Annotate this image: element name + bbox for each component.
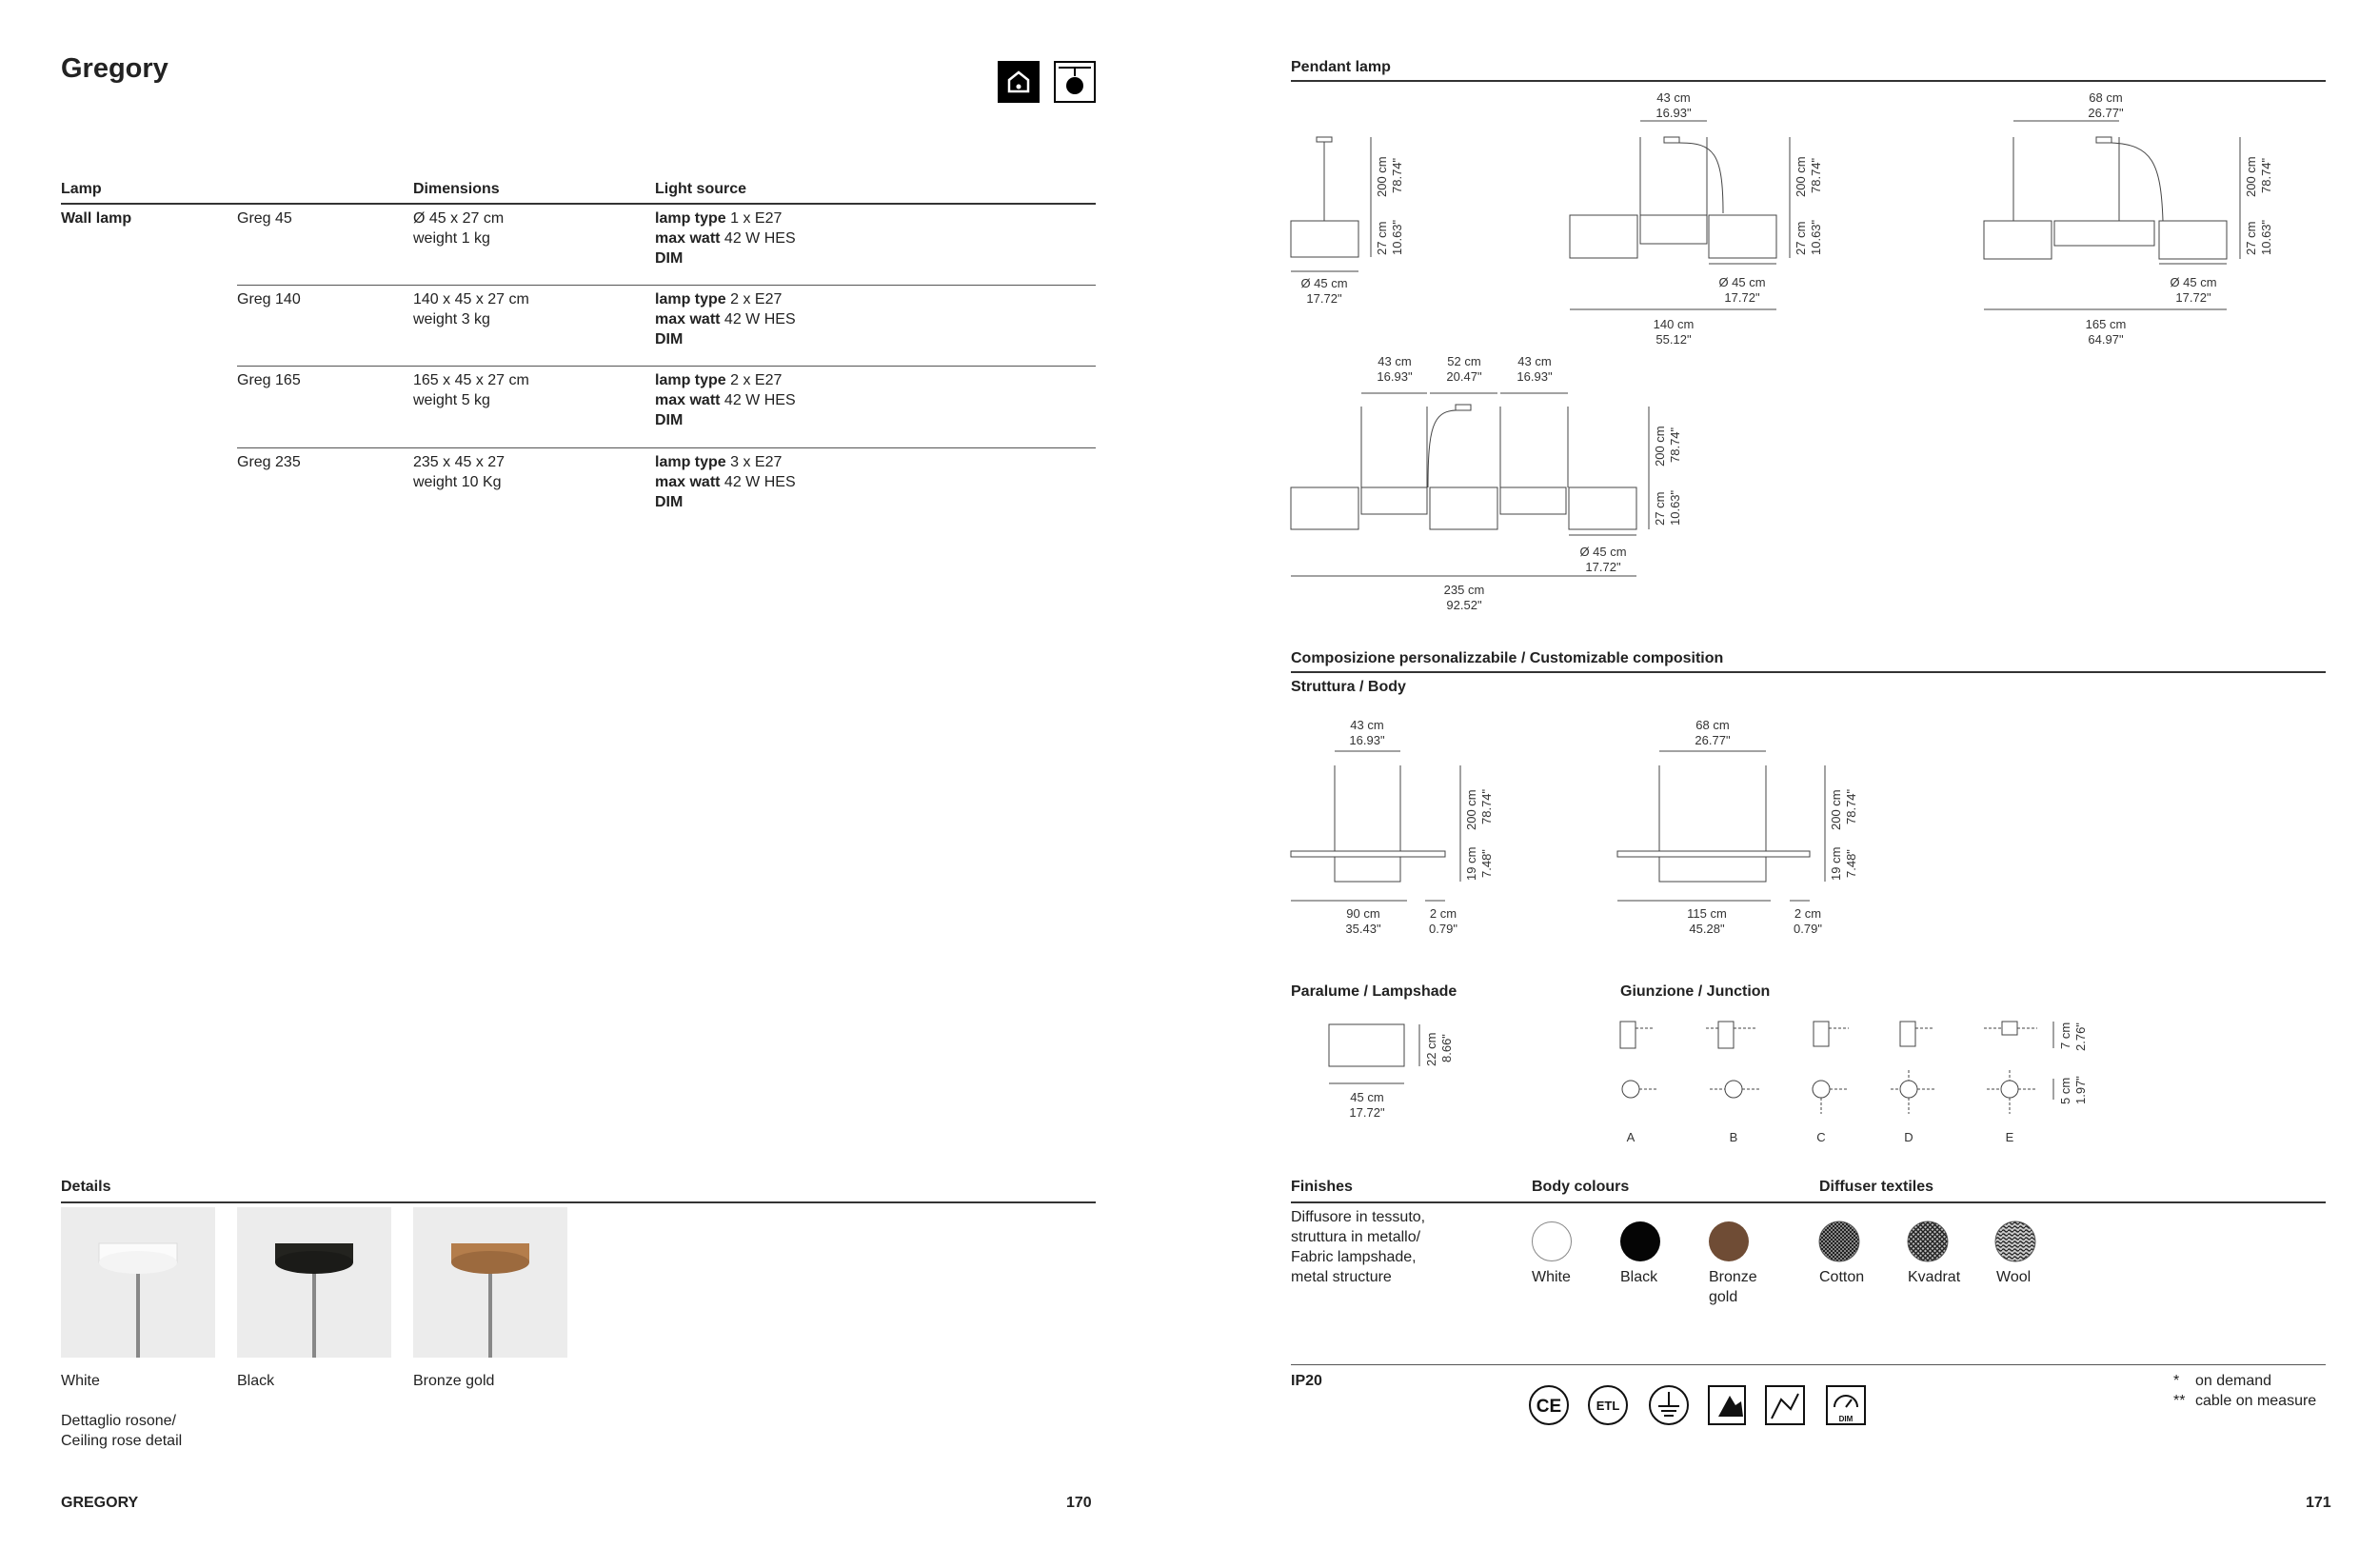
textile-swatch-cotton xyxy=(1819,1221,1859,1261)
heat-flame-icon xyxy=(1709,1386,1745,1424)
max-watt-label: max watt xyxy=(655,230,721,247)
table-row-dim-tag: DIM xyxy=(655,250,684,267)
shade-width-in: 17.72" xyxy=(1349,1105,1385,1120)
junction-height-2: 5 cm xyxy=(2058,1077,2072,1104)
shade-height: 22 cm xyxy=(1424,1032,1438,1066)
lamp-type-value: 2 x E27 xyxy=(730,291,783,308)
page-number-left: 170 xyxy=(1066,1495,1092,1511)
b90-width: 90 cm xyxy=(1346,906,1380,921)
p45-diameter: Ø 45 cm xyxy=(1300,276,1348,290)
table-row-dim-tag: DIM xyxy=(655,412,684,428)
max-watt-label: max watt xyxy=(655,392,721,408)
custom-composition-heading: Composizione personalizzabile / Customizable composition xyxy=(1291,650,1724,666)
header-lamp: Lamp xyxy=(61,181,102,197)
table-row-model: Greg 165 xyxy=(237,372,301,388)
p165-height-1-in: 78.74" xyxy=(2259,157,2273,193)
textile-swatches xyxy=(1814,1218,2042,1265)
table-row-weight: weight 3 kg xyxy=(413,311,490,327)
max-watt-value: 42 W HES xyxy=(724,311,796,327)
p235-height-2: 27 cm xyxy=(1653,491,1667,526)
header-dimensions: Dimensions xyxy=(413,181,500,197)
lamp-type-label: lamp type xyxy=(655,372,726,388)
p165-height-2-in: 10.63" xyxy=(2259,219,2273,255)
junction-heading: Giunzione / Junction xyxy=(1620,983,1771,1000)
b115-end: 2 cm xyxy=(1794,906,1822,921)
dimmable-icon xyxy=(1827,1386,1865,1424)
p235-top-2-in: 20.47" xyxy=(1446,369,1482,384)
pendant-lamp-heading: Pendant lamp xyxy=(1291,59,1391,75)
p235-diameter-in: 17.72" xyxy=(1585,560,1621,574)
table-row-weight: weight 5 kg xyxy=(413,392,490,408)
diffuser-textiles-heading: Diffuser textiles xyxy=(1819,1179,1934,1195)
ip-divider xyxy=(1291,1364,2326,1365)
etl-mark-text: ETL xyxy=(1596,1399,1620,1413)
page-title: Gregory xyxy=(61,53,169,84)
b90-end: 2 cm xyxy=(1429,906,1457,921)
table-row-model: Greg 45 xyxy=(237,210,292,227)
max-watt-label: max watt xyxy=(655,311,721,327)
table-row-dimension: 165 x 45 x 27 cm xyxy=(413,372,529,388)
p140-top: 43 cm xyxy=(1656,90,1691,105)
finishes-desc-line3: Fabric lampshade, xyxy=(1291,1249,1417,1265)
body-colour-swatch-bronze xyxy=(1709,1221,1749,1261)
finishes-desc-line1: Diffusore in tessuto, xyxy=(1291,1209,1426,1225)
lamp-type-value: 1 x E27 xyxy=(730,210,783,227)
b90-height-1-in: 78.74" xyxy=(1479,788,1494,824)
b90-height-1: 200 cm xyxy=(1464,789,1478,830)
p140-height-2-in: 10.63" xyxy=(1809,219,1823,255)
table-row-weight: weight 10 Kg xyxy=(413,474,502,490)
b115-height-1: 200 cm xyxy=(1829,789,1843,830)
lamp-type-label: lamp type xyxy=(655,210,726,227)
junction-letter-d: D xyxy=(1904,1130,1913,1144)
max-watt-value: 42 W HES xyxy=(724,392,796,408)
textile-label-kvadrat: Kvadrat xyxy=(1908,1269,1961,1285)
textile-swatch-wool xyxy=(1995,1221,2035,1261)
p165-height-2: 27 cm xyxy=(2244,221,2258,255)
page-number-right: 171 xyxy=(2306,1495,2331,1511)
header-light-source: Light source xyxy=(655,181,747,197)
max-watt-label: max watt xyxy=(655,474,721,490)
b90-top-in: 16.93" xyxy=(1349,733,1385,747)
note-text-1: on demand xyxy=(2195,1373,2272,1389)
p165-width: 165 cm xyxy=(2085,317,2127,331)
p140-diameter-in: 17.72" xyxy=(1724,290,1760,305)
ground-symbol-icon xyxy=(1650,1386,1688,1424)
junction-height-2-in: 1.97" xyxy=(2073,1076,2088,1104)
b115-end-in: 0.79" xyxy=(1794,922,1822,936)
textile-swatch-kvadrat xyxy=(1908,1221,1948,1261)
b90-width-in: 35.43" xyxy=(1345,922,1381,936)
photo-label-bronze: Bronze gold xyxy=(413,1373,495,1389)
textile-label-cotton: Cotton xyxy=(1819,1269,1865,1285)
body-colour-swatch-black xyxy=(1620,1221,1660,1261)
junction-height-1-in: 2.76" xyxy=(2073,1022,2088,1051)
p140-top-in: 16.93" xyxy=(1655,106,1692,120)
p165-diameter: Ø 45 cm xyxy=(2170,275,2217,289)
table-row-model: Greg 140 xyxy=(237,291,301,308)
ip-rating: IP20 xyxy=(1291,1373,1322,1389)
junction-letter-b: B xyxy=(1729,1130,1738,1144)
junction-letter-c: C xyxy=(1816,1130,1826,1144)
b115-top-in: 26.77" xyxy=(1695,733,1731,747)
body-colour-label-white: White xyxy=(1532,1269,1571,1285)
note-text-2: cable on measure xyxy=(2195,1393,2317,1409)
max-watt-value: 42 W HES xyxy=(724,230,796,247)
lamp-type-value: 2 x E27 xyxy=(730,372,783,388)
table-row-dim-tag: DIM xyxy=(655,331,684,347)
p235-width: 235 cm xyxy=(1443,583,1485,597)
finishes-heading: Finishes xyxy=(1291,1179,1353,1195)
body-heading: Struttura / Body xyxy=(1291,679,1406,695)
note-cable-on-measure xyxy=(2173,1391,2316,1411)
b115-height-2: 19 cm xyxy=(1829,846,1843,881)
ce-mark-icon xyxy=(1530,1386,1568,1424)
p45-height-2-in: 10.63" xyxy=(1390,219,1404,255)
p140-height-1-in: 78.74" xyxy=(1809,157,1823,193)
junction-height-1: 7 cm xyxy=(2058,1022,2072,1049)
b115-height-2-in: 7.48" xyxy=(1844,849,1858,878)
photo-label-white: White xyxy=(61,1373,100,1389)
lampshade-heading: Paralume / Lampshade xyxy=(1291,983,1457,1000)
b90-end-in: 0.79" xyxy=(1429,922,1457,936)
body-colour-label-bronze: Bronze xyxy=(1709,1269,1757,1285)
p45-height-1-in: 78.74" xyxy=(1390,157,1404,193)
body-colour-swatch-white xyxy=(1532,1221,1572,1261)
finishes-divider xyxy=(1291,1201,2326,1203)
junction-letter-a: A xyxy=(1626,1130,1636,1144)
p235-top-1: 43 cm xyxy=(1378,354,1412,368)
p235-diameter: Ø 45 cm xyxy=(1579,545,1627,559)
p165-top-in: 26.77" xyxy=(2088,106,2124,120)
p165-diameter-in: 17.72" xyxy=(2175,290,2211,305)
note-mark-2: ** xyxy=(2173,1393,2186,1409)
note-mark-1: * xyxy=(2173,1373,2180,1389)
lamp-type-label: lamp type xyxy=(655,454,726,470)
table-row-dimension: Ø 45 x 27 cm xyxy=(413,210,505,227)
b115-height-1-in: 78.74" xyxy=(1844,788,1858,824)
ce-mark-text: CE xyxy=(1536,1397,1562,1417)
max-watt-value: 42 W HES xyxy=(724,474,796,490)
body-colour-label-bronze-2: gold xyxy=(1709,1289,1738,1305)
details-heading: Details xyxy=(61,1179,111,1195)
category-wall-lamp: Wall lamp xyxy=(61,210,132,227)
footer-brand: GREGORY xyxy=(61,1495,139,1511)
lamp-type-label: lamp type xyxy=(655,291,726,308)
p235-top-2: 52 cm xyxy=(1447,354,1481,368)
shade-width: 45 cm xyxy=(1350,1090,1384,1104)
junction-letter-e: E xyxy=(2005,1130,2014,1144)
p235-top-3: 43 cm xyxy=(1517,354,1552,368)
finishes-desc-line4: metal structure xyxy=(1291,1269,1392,1285)
p140-height-2: 27 cm xyxy=(1794,221,1808,255)
table-row-weight: weight 1 kg xyxy=(413,230,490,247)
b115-top: 68 cm xyxy=(1695,718,1730,732)
custom-divider xyxy=(1291,671,2326,673)
dim-mark-text: DIM xyxy=(1838,1415,1854,1423)
p235-height-1: 200 cm xyxy=(1653,426,1667,466)
b90-top: 43 cm xyxy=(1350,718,1384,732)
b90-height-2: 19 cm xyxy=(1464,846,1478,881)
etl-listed-icon xyxy=(1589,1386,1627,1424)
p235-top-1-in: 16.93" xyxy=(1377,369,1413,384)
p235-width-in: 92.52" xyxy=(1446,598,1482,612)
p140-width: 140 cm xyxy=(1653,317,1695,331)
p165-height-1: 200 cm xyxy=(2244,156,2258,197)
lamp-type-value: 3 x E27 xyxy=(730,454,783,470)
p235-height-1-in: 78.74" xyxy=(1668,427,1682,463)
body-colours-heading: Body colours xyxy=(1532,1179,1630,1195)
table-row-model: Greg 235 xyxy=(237,454,301,470)
table-row-dimension: 140 x 45 x 27 cm xyxy=(413,291,529,308)
table-row-dim-tag: DIM xyxy=(655,494,684,510)
p140-height-1: 200 cm xyxy=(1794,156,1808,197)
b115-width-in: 45.28" xyxy=(1689,922,1725,936)
p165-width-in: 64.97" xyxy=(2088,332,2124,347)
finishes-desc-line2: struttura in metallo/ xyxy=(1291,1229,1421,1245)
installation-surface-icon xyxy=(1766,1386,1804,1424)
p235-height-2-in: 10.63" xyxy=(1668,489,1682,526)
details-caption-line1: Dettaglio rosone/ xyxy=(61,1413,176,1429)
p235-top-3-in: 16.93" xyxy=(1517,369,1553,384)
photo-label-black: Black xyxy=(237,1373,275,1389)
p140-diameter: Ø 45 cm xyxy=(1718,275,1766,289)
shade-height-in: 8.66" xyxy=(1439,1034,1454,1062)
certification-icons xyxy=(1528,1382,1880,1430)
p45-height-2: 27 cm xyxy=(1375,221,1389,255)
b90-height-2-in: 7.48" xyxy=(1479,849,1494,878)
table-row-dimension: 235 x 45 x 27 xyxy=(413,454,506,470)
b115-width: 115 cm xyxy=(1687,906,1727,921)
textile-label-wool: Wool xyxy=(1996,1269,2032,1285)
body-colour-label-black: Black xyxy=(1620,1269,1658,1285)
p45-diameter-in: 17.72" xyxy=(1306,291,1342,306)
p165-top: 68 cm xyxy=(2089,90,2123,105)
p45-height-1: 200 cm xyxy=(1375,156,1389,197)
note-on-demand xyxy=(2173,1371,2271,1391)
p140-width-in: 55.12" xyxy=(1655,332,1692,347)
details-caption-line2: Ceiling rose detail xyxy=(61,1433,183,1449)
